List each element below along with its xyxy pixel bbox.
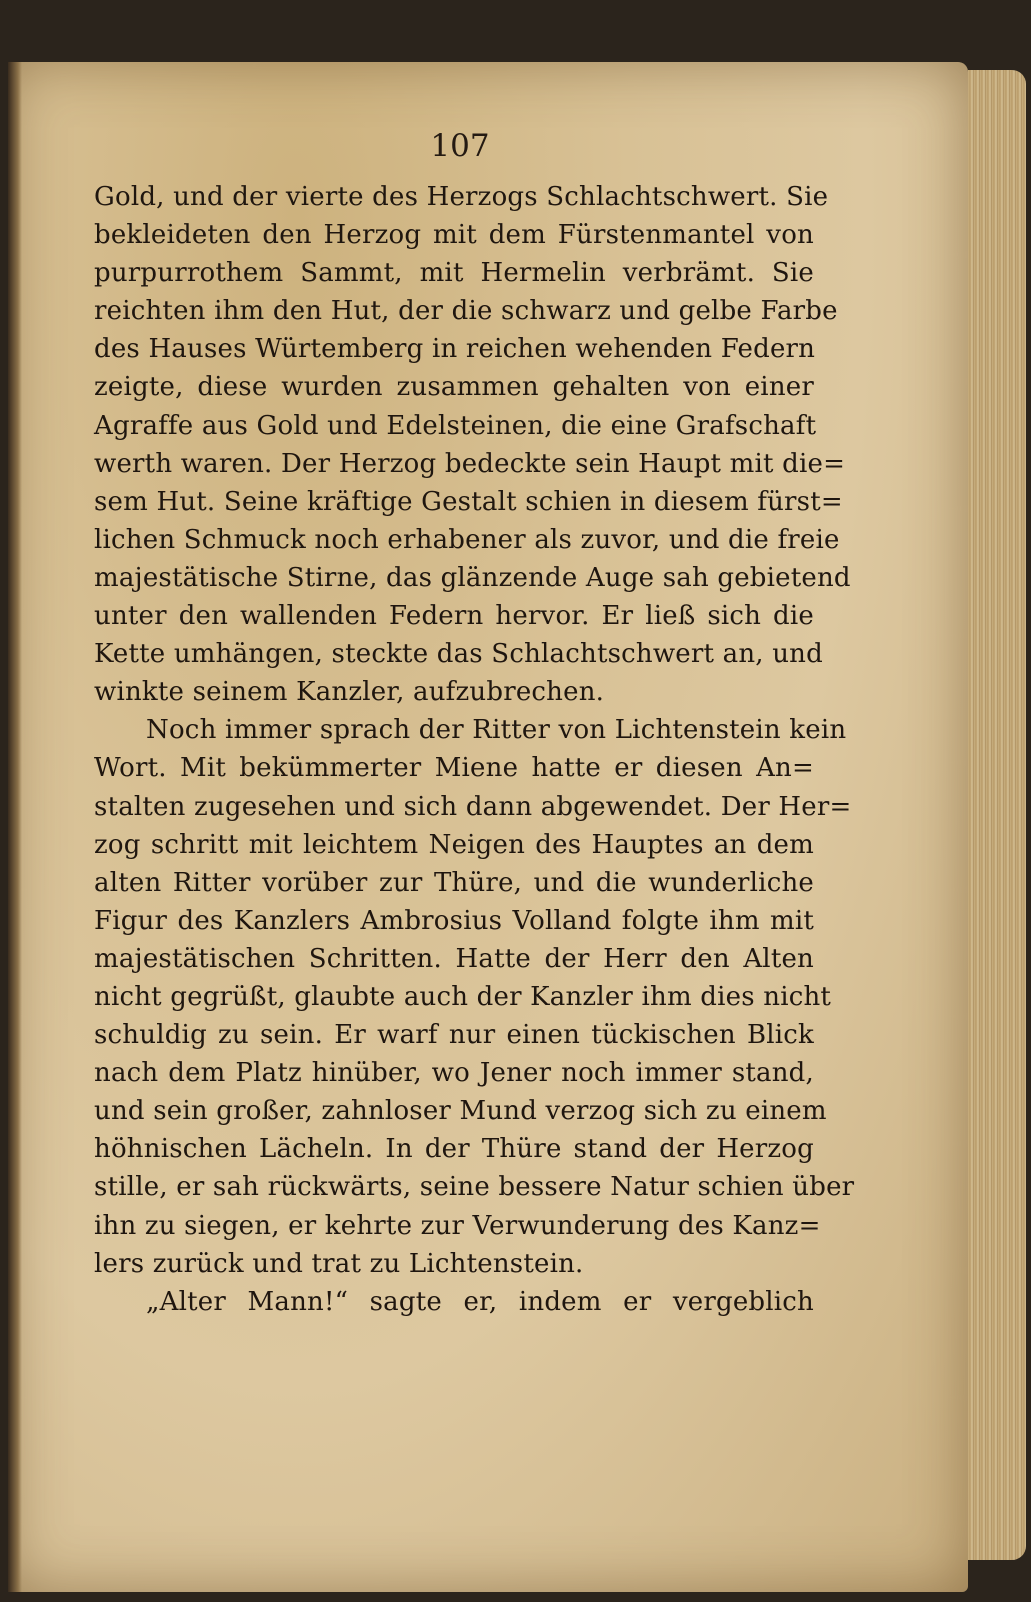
text-line: lers zurück und trat zu Lichtenstein. [94,1248,584,1279]
text-line: reichten ihm den Hut, der die schwarz und gelbe Farbe [94,296,838,327]
text-line: zog schritt mit leichtem Neigen des Hauptes an dem [94,829,814,860]
text-line: winkte seinem Kanzler, aufzubrechen. [94,677,605,708]
text-line: majestätischen Schritten. Hatte der Herr den Alten [94,943,814,974]
text-line: lichen Schmuck noch erhabener als zuvor, und die freie [94,524,840,555]
book-gutter [8,62,22,1592]
text-line: nach dem Platz hinüber, wo Jener noch immer stand, [94,1058,814,1089]
text-line: stalten zugesehen und sich dann abgewendet. Der Her= [94,791,852,822]
text-line: zeigte, diese wurden zusammen gehalten von einer [94,372,814,403]
text-line: purpurrothem Sammt, mit Hermelin verbrämt. Sie [94,258,814,289]
text-line: Gold, und der vierte des Herzogs Schlachtschwert. Sie [94,182,829,212]
text-line: majestätische Stirne, das glänzende Auge sah gebietend [94,562,851,593]
paragraph-start-line: „Alter Mann!“ sagte er, indem er vergeblich [146,1286,814,1317]
text-line: bekleideten den Herzog mit dem Fürstenmantel von [94,220,814,251]
page-number: 107 [430,128,490,164]
text-line: und sein großer, zahnloser Mund verzog sich zu einem [94,1096,827,1127]
text-line: sem Hut. Seine kräftige Gestalt schien in diesem fürst= [94,486,843,517]
text-line: ihn zu siegen, er kehrte zur Verwunderung des Kanz= [94,1210,821,1241]
text-line: werth waren. Der Herzog bedeckte sein Haupt mit die= [94,448,846,479]
page-edges [968,70,1026,1560]
text-line: stille, er sah rückwärts, seine bessere Natur schien über [94,1172,855,1203]
text-line: unter den wallenden Federn hervor. Er ließ sich die [94,601,814,632]
text-line: Wort. Mit bekümmerter Miene hatte er diesen An= [94,753,814,784]
text-line: Kette umhängen, steckte das Schlachtschwert an, und [94,639,823,670]
body-text [94,178,855,1321]
text-line: höhnischen Lächeln. In der Thüre stand der Herzog [94,1134,814,1165]
text-line: schuldig zu sein. Er warf nur einen tückischen Blick [94,1020,814,1051]
text-line: des Hauses Würtemberg in reichen wehenden Federn [94,334,816,365]
paragraph-start-line: Noch immer sprach der Ritter von Lichtenstein kein [146,715,847,746]
text-line: alten Ritter vorüber zur Thüre, und die wunderliche [94,867,814,898]
text-line: Figur des Kanzlers Ambrosius Volland folgte ihm mit [94,905,814,936]
text-line: nicht gegrüßt, glaubte auch der Kanzler ihm dies nicht [94,981,832,1012]
text-line: Agraffe aus Gold und Edelsteinen, die eine Grafschaft [94,410,817,441]
